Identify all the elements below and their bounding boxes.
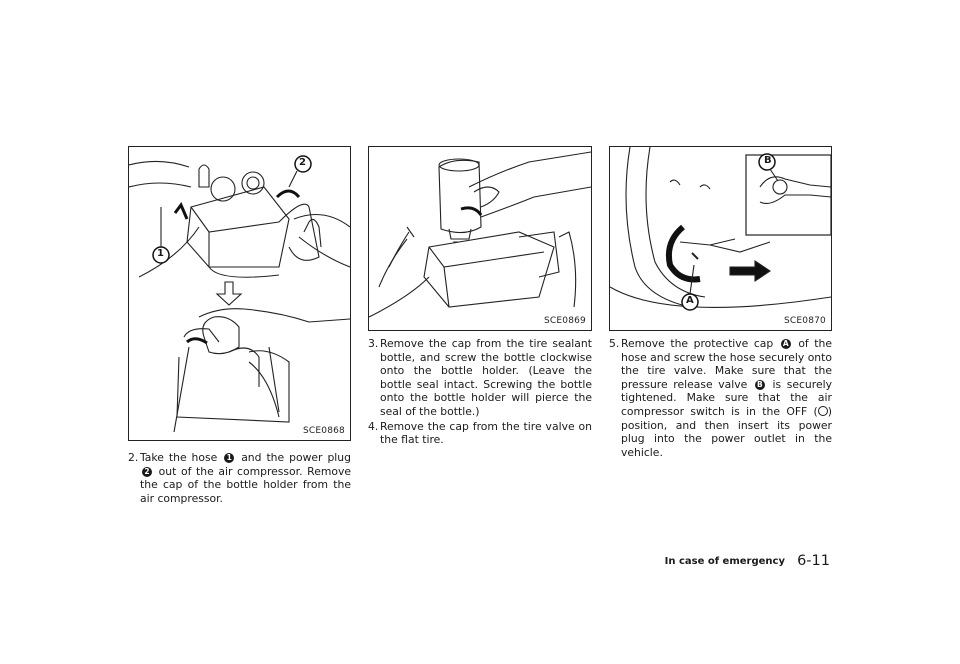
section-title: In case of emergency	[664, 556, 785, 567]
figure-sce0868	[128, 146, 351, 441]
column-1-text	[128, 451, 351, 505]
callout-b-label: B	[764, 155, 772, 166]
callout-a-label: A	[686, 295, 694, 306]
callout-2-label: 2	[299, 157, 306, 168]
step-3	[368, 337, 592, 419]
step-4-text: Remove the cap from the tire valve on the flat tire.	[380, 419, 592, 447]
figure-code: SCE0868	[303, 426, 345, 436]
illustration-tire-valve-hose	[610, 147, 831, 330]
step-5-text-a: Remove the protective cap	[621, 337, 774, 350]
power-symbol-icon	[818, 406, 828, 416]
callout-b-icon: B	[755, 380, 765, 390]
page-number: 6-11	[797, 553, 830, 569]
callout-2-icon: 2	[142, 467, 152, 477]
step-5-text-d: ) position, and then insert its power plug into the power outlet in the vehicle.	[621, 404, 832, 459]
callout-a-icon: A	[781, 339, 791, 349]
figure-sce0869	[368, 146, 592, 331]
step-2-text-b: and the power plug	[241, 451, 351, 464]
callout-1-icon: 1	[224, 453, 234, 463]
step-5-text-b: of the hose and screw the hose securely onto the tire valve. Make sure that the pressure release valve	[621, 337, 832, 391]
step-number: 5.	[609, 337, 620, 350]
callout-1-label: 1	[157, 248, 164, 259]
figure-sce0870	[609, 146, 832, 331]
illustration-air-compressor-hose	[129, 147, 350, 440]
step-5	[609, 337, 832, 459]
step-2	[128, 451, 351, 505]
step-5-text-c: is securely tightened. Make sure that the air compressor switch is in the OFF (	[621, 377, 832, 418]
page-footer	[665, 550, 830, 569]
step-number: 2.	[128, 451, 139, 464]
illustration-sealant-bottle	[369, 147, 591, 330]
figure-code: SCE0870	[784, 316, 826, 326]
figure-code: SCE0869	[544, 316, 586, 326]
column-3-text	[609, 337, 832, 459]
step-number: 4.	[368, 419, 379, 433]
column-2-text	[368, 337, 592, 447]
step-4	[368, 420, 592, 447]
step-2-text-c: out of the air compressor. Remove the cap of the bottle holder from the air compressor.	[140, 464, 351, 505]
step-3-text: Remove the cap from the tire sealant bottle, and screw the bottle clockwise onto the bottle holder. (Leave the bottle seal intact. Screwing the bottle onto the bottle holder will pierce the seal of the bottle.)	[380, 337, 592, 418]
step-number: 3.	[368, 337, 379, 350]
step-2-text-a: Take the hose	[140, 451, 218, 464]
